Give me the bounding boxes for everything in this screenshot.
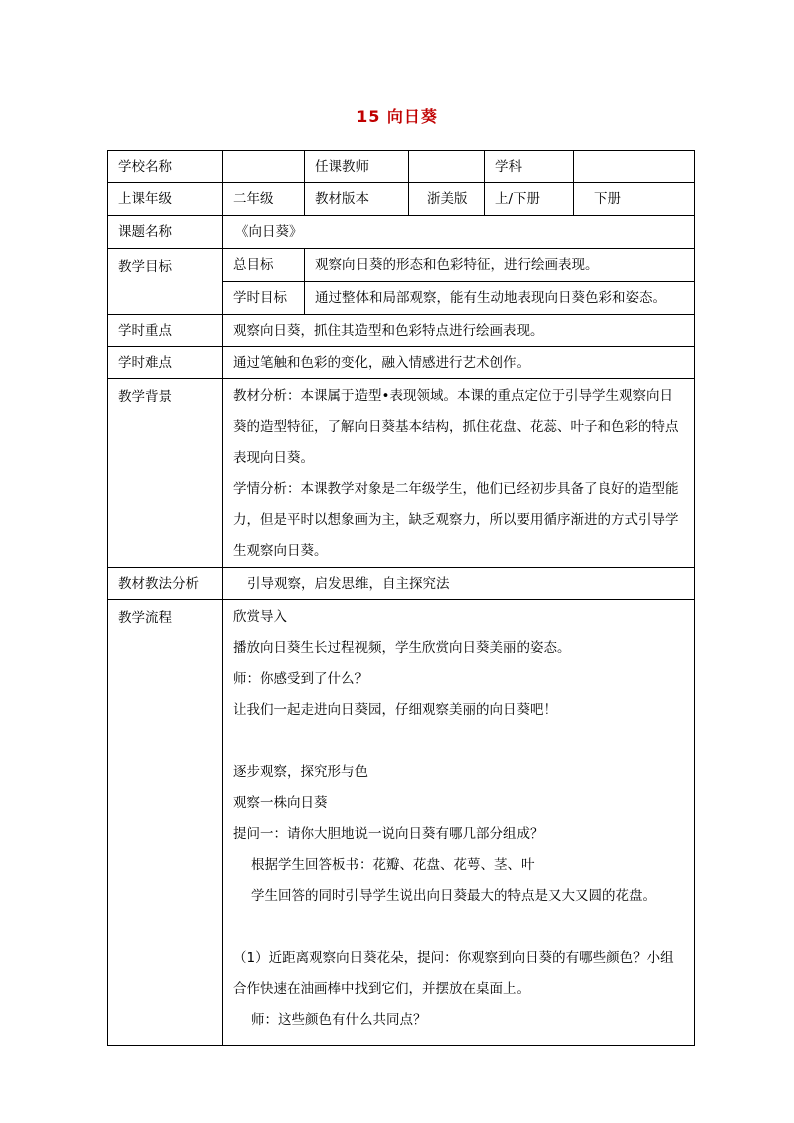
process-line: 学生回答的同时引导学生说出向日葵最大的特点是又大又圆的花盘。 [251, 888, 656, 904]
method-label: 教材教法分析 [108, 568, 223, 600]
key-value: 观察向日葵，抓住其造型和色彩特点进行绘画表现。 [223, 315, 695, 347]
background-p1-line: 教材分析：本课属于造型•表现领域。本课的重点定位于引导学生观察向日 [233, 388, 673, 404]
difficulty-label: 学时难点 [108, 347, 223, 379]
key-label: 学时重点 [108, 315, 223, 347]
school-label: 学校名称 [108, 151, 223, 183]
process-value [223, 600, 695, 1046]
background-value [223, 379, 695, 568]
lesson-plan-table [107, 150, 695, 1046]
method-value: 引导观察，启发思维，自主探究法 [223, 568, 695, 600]
edition-label: 教材版本 [305, 183, 409, 216]
topic-value: 《向日葵》 [223, 216, 695, 249]
goal-lesson-value: 通过整体和局部观察，能有生动地表现向日葵色彩和姿态。 [305, 282, 695, 315]
difficulty-value: 通过笔触和色彩的变化，融入情感进行艺术创作。 [223, 347, 695, 379]
school-value [223, 151, 305, 183]
process-line: 根据学生回答板书：花瓣、花盘、花萼、茎、叶 [251, 857, 535, 873]
background-p2-line: 生观察向日葵。 [233, 543, 328, 559]
topic-label: 课题名称 [108, 216, 223, 249]
background-p2-line: 学情分析：本课教学对象是二年级学生，他们已经初步具备了良好的造型能 [233, 481, 679, 497]
process-line: 逐步观察，探究形与色 [233, 764, 368, 780]
process-label: 教学流程 [108, 600, 223, 1046]
background-p2-line: 力，但是平时以想象画为主，缺乏观察力，所以要用循序渐进的方式引导学 [233, 512, 679, 528]
row-goal-total [108, 249, 695, 282]
process-line: 师：这些颜色有什么共同点？ [251, 1012, 427, 1028]
process-line: 观察一株向日葵 [233, 795, 328, 811]
background-p1-line: 表现向日葵。 [233, 450, 314, 466]
subject-label: 学科 [485, 151, 574, 183]
volume-value: 下册 [574, 183, 695, 216]
goal-label: 教学目标 [108, 249, 223, 315]
row-key [108, 315, 695, 347]
row-topic [108, 216, 695, 249]
document-title: 15 向日葵 [356, 107, 438, 126]
goal-total-label: 总目标 [223, 249, 305, 282]
background-p1-line: 葵的造型特征，了解向日葵基本结构，抓住花盘、花蕊、叶子和色彩的特点 [233, 419, 679, 435]
process-line: 合作快速在油画棒中找到它们，并摆放在桌面上。 [233, 981, 530, 997]
teacher-label: 任课教师 [305, 151, 409, 183]
volume-label: 上/下册 [485, 183, 574, 216]
grade-value: 二年级 [223, 183, 305, 216]
goal-lesson-label: 学时目标 [223, 282, 305, 315]
goal-total-value: 观察向日葵的形态和色彩特征，进行绘画表现。 [305, 249, 695, 282]
row-method [108, 568, 695, 600]
background-label: 教学背景 [108, 379, 223, 568]
process-line: （1）近距离观察向日葵花朵，提问：你观察到向日葵的有哪些颜色？小组 [233, 950, 674, 966]
row-grade [108, 183, 695, 216]
row-school [108, 151, 695, 183]
process-line: 欣赏导入 [233, 609, 287, 625]
grade-label: 上课年级 [108, 183, 223, 216]
process-line: 提问一：请你大胆地说一说向日葵有哪几部分组成？ [233, 826, 544, 842]
row-difficulty [108, 347, 695, 379]
spacer [233, 912, 694, 943]
teacher-value [409, 151, 485, 183]
spacer [233, 726, 694, 757]
process-line: 让我们一起走进向日葵园，仔细观察美丽的向日葵吧！ [233, 702, 557, 718]
row-process [108, 600, 695, 1046]
process-line: 播放向日葵生长过程视频，学生欣赏向日葵美丽的姿态。 [233, 640, 571, 656]
subject-value [574, 151, 695, 183]
row-background [108, 379, 695, 568]
edition-value: 浙美版 [409, 183, 485, 216]
process-line: 师：你感受到了什么？ [233, 671, 368, 687]
